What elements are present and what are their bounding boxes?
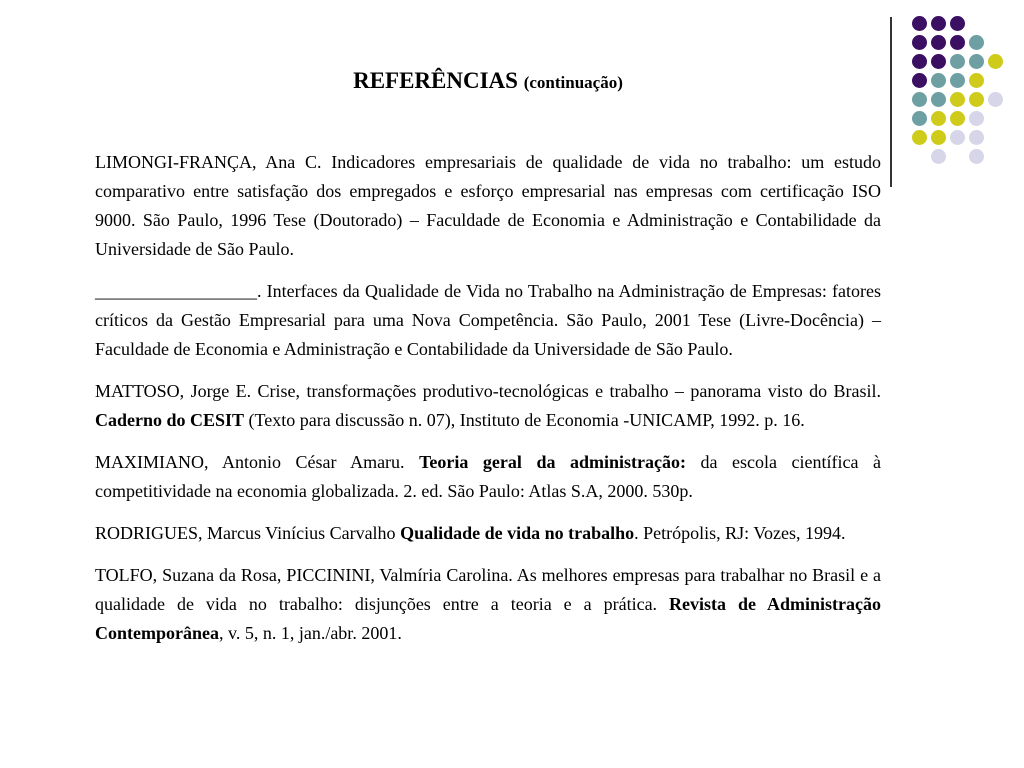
decorative-dot — [912, 130, 927, 145]
decorative-dot — [950, 111, 965, 126]
reference-text: MATTOSO, Jorge E. Crise, transformações produtivo-tecnológicas e trabalho – panorama visto do Brasil. — [95, 381, 881, 401]
decorative-dot — [950, 35, 965, 50]
reference-entry — [95, 148, 881, 264]
decorative-dot — [950, 130, 965, 145]
reference-entry — [95, 377, 881, 435]
reference-title-bold: Revista de Administração Contemporânea — [95, 594, 881, 643]
title-subtitle: (continuação) — [523, 73, 623, 92]
decorative-dot — [931, 130, 946, 145]
reference-entry — [95, 561, 881, 648]
decorative-dot — [931, 35, 946, 50]
reference-entry — [95, 519, 881, 548]
reference-text: RODRIGUES, Marcus Vinícius Carvalho — [95, 523, 401, 543]
reference-text: da escola científica à competitividade na economia globalizada. 2. ed. São Paulo: Atlas S.A, 2000. 530p. — [95, 452, 881, 501]
reference-title-bold: Qualidade de vida no trabalho — [400, 523, 635, 543]
decorative-dot — [912, 111, 927, 126]
decorative-dot — [969, 54, 984, 69]
decorative-dot — [969, 111, 984, 126]
reference-entry — [95, 277, 881, 364]
reference-title-bold: Caderno do CESIT — [95, 410, 245, 430]
decorative-dot — [988, 54, 1003, 69]
reference-text: MAXIMIANO, Antonio César Amaru. — [95, 452, 420, 472]
decorative-dot — [912, 92, 927, 107]
reference-text: LIMONGI-FRANÇA, Ana C. Indicadores empresariais de qualidade de vida no trabalho: um estudo comparativo entre satisfação dos empregados e esforço empresarial nas empresas com certificação ISO 9000. São Paulo, 1996 Tese (Doutorado) – Faculdade de Economia e Administração e Contabilidade da Universidade de São Paulo. — [95, 152, 881, 259]
decorative-dot — [950, 92, 965, 107]
decorative-dot — [912, 54, 927, 69]
decorative-dot — [950, 16, 965, 31]
decorative-dot — [988, 92, 1003, 107]
slide-title — [0, 68, 976, 94]
decorative-dot — [969, 92, 984, 107]
decorative-dot — [912, 35, 927, 50]
reference-text: , v. 5, n. 1, jan./abr. 2001. — [219, 623, 402, 643]
decorative-dot — [931, 16, 946, 31]
references-list — [95, 148, 881, 661]
decorative-dot — [912, 16, 927, 31]
decorative-dot — [950, 54, 965, 69]
decorative-dot — [969, 35, 984, 50]
reference-text: TOLFO, Suzana da Rosa, PICCININI, Valmíria Carolina. As melhores empresas para trabalhar no Brasil e a qualidade de vida no trabalho: disjunções entre a teoria e a prática. — [95, 565, 881, 614]
title-main: REFERÊNCIAS — [353, 68, 518, 93]
reference-entry — [95, 448, 881, 506]
reference-text: __________________. Interfaces da Qualidade de Vida no Trabalho na Administração de Empresas: fatores críticos da Gestão Empresarial para uma Nova Competência. São Paulo, 2001 Tese (Livre-Docência) – Faculdade de Economia e Administração e Contabilidade da Universidade de São Paulo. — [95, 281, 881, 359]
decorative-dot — [931, 54, 946, 69]
decorative-dot — [931, 149, 946, 164]
decorative-dot — [931, 111, 946, 126]
reference-title-bold: Teoria geral da administração: — [419, 452, 686, 472]
decorative-dot — [969, 149, 984, 164]
reference-text: (Texto para discussão n. 07), Instituto de Economia -UNICAMP, 1992. p. 16. — [244, 410, 805, 430]
decorative-dot — [931, 92, 946, 107]
decorative-dot — [969, 130, 984, 145]
reference-text: . Petrópolis, RJ: Vozes, 1994. — [634, 523, 846, 543]
